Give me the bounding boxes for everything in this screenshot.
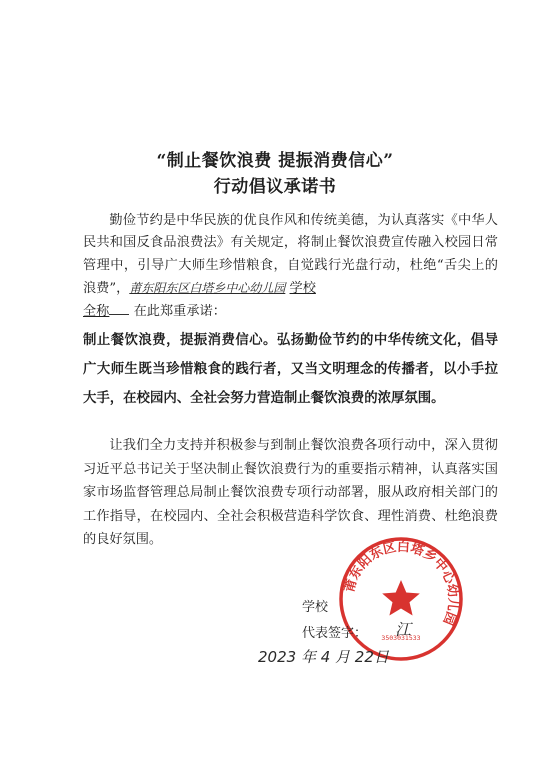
paragraph-call-to-action: 让我们全力支持并积极参与到制止餐饮浪费各项行动中，深入贯彻习近平总书记关于坚决制止餐饮浪费行为的重要指示精神，认真落实国家市场监督管理总局制止餐饮浪费专项行动部署，服从政府相关部门的工作指导，在校园内、全社会积极营造科学饮食、理性消费、杜绝浪费的良好氛围。 (83, 438, 498, 548)
document-title-line2: 行动倡议承诺书 (213, 177, 337, 197)
paragraph-intro-text: 勤俭节约是中华民族的优良作风和传统美德，为认真落实《中华人民共和国反食品浪费法》有关规定，将制止餐饮浪费宣传融入校园日常管理中，引导广大师生珍惜粮食，自觉践行光盘行动，杜绝“舌尖上的浪费”， (83, 213, 498, 297)
paragraph-intro-end: 在此郑重承诺： (133, 303, 226, 319)
paragraph-commitment: 制止餐饮浪费，提振消费信心。弘扬勤俭节约的中华传统文化，倡导广大师生既当珍惜粮食的践行者，又当文明理念的传播者，以小手拉大手，在校园内、全社会努力营造制止餐饮浪费的浓厚氛围。 (83, 332, 498, 406)
signature-school-label: 学校 (302, 600, 329, 615)
representative-signature: 江 (395, 620, 412, 639)
seal-number: 3503031533 (381, 634, 421, 642)
signature-representative-label: 代表签字： (302, 626, 368, 641)
school-label: 学校 (289, 281, 316, 297)
seal-star-icon (382, 580, 420, 616)
handwritten-date: 2023 年 4 月 22日 (258, 648, 389, 666)
official-seal (338, 536, 464, 662)
handwritten-school-name: 莆东阳东区白塔乡中心幼儿园 (129, 281, 286, 296)
document-title-line1: “制止餐饮浪费 提振消费信心” (156, 151, 394, 171)
paragraph-intro (83, 210, 498, 323)
fill-line (109, 314, 129, 315)
fullname-label: 全称 (83, 303, 110, 319)
seal-text: 莆东阳东区白塔乡中心幼儿园 (342, 539, 461, 627)
